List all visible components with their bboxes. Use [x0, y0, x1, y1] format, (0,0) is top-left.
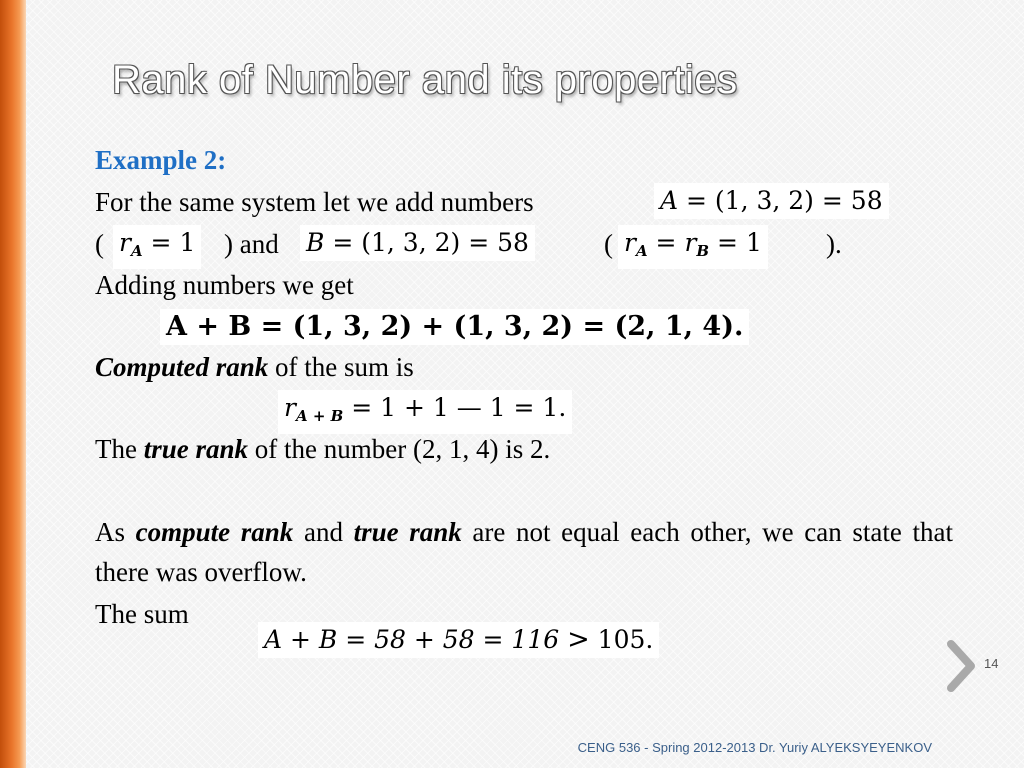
- rank-equal-formula: [618, 225, 768, 269]
- rank-subscript: A + B: [295, 407, 344, 425]
- para-rest: are not equal each other, we can state that there was overflow.: [95, 517, 953, 587]
- eq-sign: =: [821, 186, 843, 215]
- paren-close: ).: [826, 229, 842, 259]
- rank-subscript: A: [130, 242, 143, 260]
- para-and: and: [293, 517, 354, 547]
- rank-sum-formula: [278, 390, 572, 434]
- paren-open: (: [95, 229, 104, 259]
- eq-sign: =: [468, 228, 490, 257]
- sum-formula: A + B = (1, 3, 2) + (1, 3, 2) = (2, 1, 4).: [160, 309, 749, 345]
- rank-symbol: r: [624, 228, 636, 257]
- computed-rank-text: of the sum is: [268, 352, 414, 382]
- overflow-lhs: A + B = 58 + 58 = 116: [264, 625, 560, 654]
- rank-subscript: A: [635, 242, 648, 260]
- accent-bar: [0, 0, 26, 768]
- line-the-sum: The sum: [95, 599, 189, 629]
- slide-title: Rank of Number and its properties: [112, 58, 738, 102]
- overflow-paragraph: [95, 512, 953, 592]
- rank-a-formula: [113, 225, 201, 269]
- rank-symbol: r: [284, 393, 296, 422]
- example-heading: Example 2:: [95, 145, 227, 175]
- overflow-rhs: 105.: [597, 625, 654, 654]
- line-true-rank: [95, 432, 550, 466]
- eq-sign: =: [717, 228, 738, 257]
- rank-symbol: r: [684, 228, 697, 257]
- formula-b: [300, 225, 535, 261]
- eq-sign: =: [332, 228, 354, 257]
- paren-open-2: (: [604, 229, 613, 259]
- page-number: 14: [984, 656, 999, 671]
- tuple-a: (1, 3, 2): [714, 186, 814, 215]
- tuple-b: (1, 3, 2): [361, 228, 461, 257]
- eq-sign: =: [655, 228, 677, 257]
- formula-a: [654, 183, 889, 219]
- compute-rank-term: compute rank: [135, 517, 294, 547]
- eq-sign: =: [150, 228, 172, 257]
- line-adding-numbers: Adding numbers we get: [95, 270, 354, 300]
- gt-sign: >: [567, 624, 590, 655]
- var-a: A: [660, 186, 679, 215]
- and-text: ) and: [224, 229, 279, 259]
- para-as: As: [95, 517, 136, 547]
- true-rank-text: of the number (2, 1, 4) is 2.: [248, 434, 551, 464]
- true-rank-prefix: The: [95, 434, 144, 464]
- rank-sum-expression: = 1 + 1 — 1 = 1.: [351, 393, 567, 422]
- value-a: 58: [850, 186, 883, 215]
- footer: CENG 536 - Spring 2012-2013 Dr. Yuriy ALYEKSYEYENKOV: [577, 740, 932, 755]
- rank-value: 1: [745, 228, 762, 257]
- eq-sign: =: [686, 186, 707, 215]
- line-add-numbers: For the same system let we add numbers: [95, 187, 534, 217]
- overflow-formula: [258, 622, 659, 658]
- var-b: B: [306, 228, 325, 257]
- value-b: 58: [497, 228, 529, 257]
- true-rank-term: true rank: [143, 434, 249, 464]
- line-computed-rank: [95, 350, 414, 384]
- rank-symbol: r: [119, 228, 131, 257]
- rank-subscript: B: [696, 242, 710, 260]
- example-label: [95, 143, 226, 177]
- chevron-right-icon[interactable]: [946, 640, 976, 692]
- true-rank-term-2: true rank: [353, 517, 462, 547]
- rank-value: 1: [179, 228, 196, 257]
- computed-rank-term: Computed rank: [95, 352, 269, 382]
